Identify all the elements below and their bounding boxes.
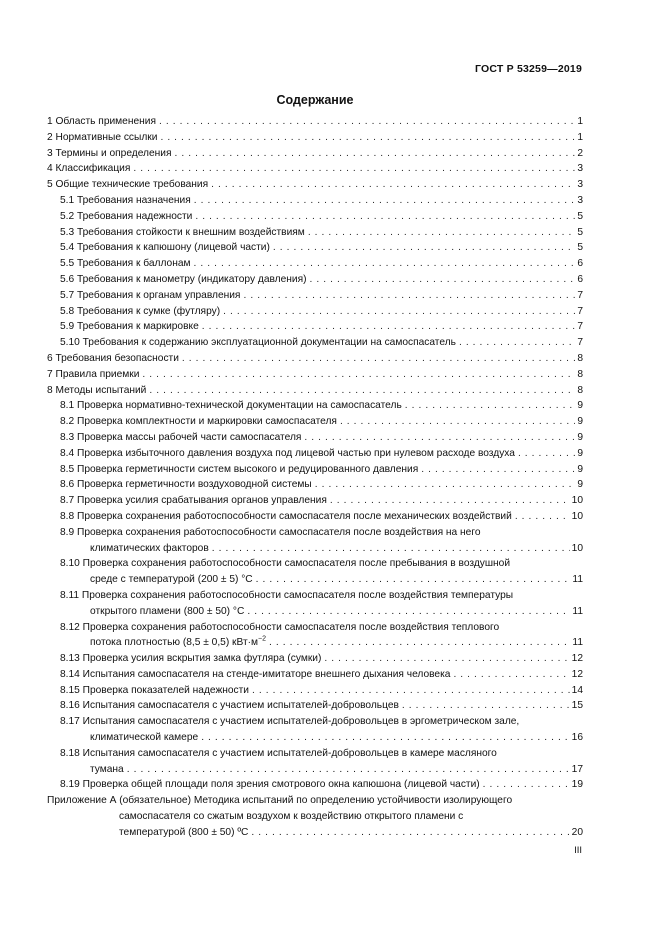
toc-entry-title-continued	[90, 572, 256, 588]
toc-page-number: 5	[577, 226, 583, 238]
toc-entry-title: 3 Термины и определения	[47, 147, 172, 159]
toc-page-number: 10	[571, 510, 583, 522]
toc-page-number: 6	[577, 273, 583, 285]
toc-entry[interactable]	[47, 225, 583, 241]
dot-leader	[212, 541, 570, 557]
toc-entry[interactable]	[47, 398, 583, 414]
toc-entry[interactable]	[47, 667, 583, 683]
toc-entry[interactable]	[47, 240, 583, 256]
toc-page-number: 3	[577, 163, 583, 175]
toc-page-number: 15	[571, 700, 583, 712]
dot-leader	[211, 177, 575, 193]
toc-page-number: 19	[571, 779, 583, 791]
toc-page-number: 5	[577, 210, 583, 222]
toc-entry[interactable]	[47, 351, 583, 367]
toc-entry-title: 8.8 Проверка сохранения работоспособности самоспасателя после механических воздействий	[60, 510, 512, 522]
toc-entry[interactable]	[47, 683, 583, 699]
toc-entry[interactable]	[47, 177, 583, 193]
toc-entry-title: 5.5 Требования к баллонам	[60, 258, 191, 270]
toc-entry-title: 8.4 Проверка избыточного давления воздуха под лицевой частью при нулевом расходе воздуха	[60, 447, 515, 459]
dot-leader	[252, 683, 570, 699]
toc-entry[interactable]	[47, 319, 583, 335]
toc-entry-title: 5.2 Требования надежности	[60, 210, 193, 222]
toc-entry[interactable]	[47, 714, 583, 746]
toc-entry-title: 8.6 Проверка герметичности воздуховодной системы	[60, 479, 312, 491]
dot-leader	[518, 446, 575, 462]
toc-entry-title: 8.3 Проверка массы рабочей части самоспасателя	[60, 431, 302, 443]
toc-page-number: 1	[577, 131, 583, 143]
toc-entry[interactable]	[47, 588, 583, 620]
toc-page-number: 8	[577, 384, 583, 396]
appendix-title-continued: самоспасателя со сжатым воздухом к воздействию открытого пламени с	[119, 811, 464, 823]
toc-entry[interactable]	[47, 114, 583, 130]
dot-leader	[201, 730, 569, 746]
dot-leader	[308, 225, 576, 241]
dot-leader	[273, 240, 575, 256]
toc-entry[interactable]	[47, 414, 583, 430]
page-title: Содержание	[276, 93, 354, 107]
toc-page-number: 9	[577, 463, 583, 475]
dot-leader	[223, 304, 575, 320]
toc-page-number: 2	[577, 147, 583, 159]
toc-entry-title: 7 Правила приемки	[47, 368, 140, 380]
toc-entry-title-text: потока плотностью (8,5 ± 0,5) кВт·м	[90, 637, 259, 649]
toc-entry[interactable]	[47, 698, 583, 714]
dot-leader	[330, 493, 570, 509]
dot-leader	[324, 651, 569, 667]
toc-entry-title: 8.2 Проверка комплектности и маркировки самоспасателя	[60, 416, 337, 428]
toc-entry[interactable]	[47, 193, 583, 209]
toc-page-number: 7	[577, 305, 583, 317]
toc-page-number: 9	[577, 400, 583, 412]
toc-entry-title: 8.12 Проверка сохранения работоспособности самоспасателя после воздействия теплового	[60, 621, 500, 633]
toc-page-number: 8	[577, 352, 583, 364]
toc-entry[interactable]	[47, 256, 583, 272]
toc-page-number: 14	[571, 684, 583, 696]
toc-entry-title: 8.17 Испытания самоспасателя с участием испытателей-добровольцев в эргометрическом зале,	[60, 716, 520, 728]
toc-entry-title-continued	[90, 762, 127, 778]
toc-entry-title: 5 Общие технические требования	[47, 179, 209, 191]
toc-entry-title: 8 Методы испытаний	[47, 384, 147, 396]
toc-page-number: 3	[577, 179, 583, 191]
toc-page-number: 20	[571, 826, 583, 838]
toc-entry-title: 8.13 Проверка усилия вскрытия замка футляра (сумки)	[60, 653, 322, 665]
dot-leader	[315, 477, 576, 493]
dot-leader	[243, 288, 575, 304]
toc-entry-title: 8.14 Испытания самоспасателя на стенде-имитаторе внешнего дыхания человека	[60, 668, 451, 680]
toc-entry-title: 5.4 Требования к капюшону (лицевой части)	[60, 242, 270, 254]
toc-page-number: 9	[577, 416, 583, 428]
dot-leader	[402, 698, 570, 714]
toc-entry-title-text: среде с температурой (200 ± 5) °С	[90, 574, 253, 586]
dot-leader	[127, 762, 570, 778]
toc-entry[interactable]	[47, 446, 583, 462]
toc-entry-title-text: тумана	[90, 763, 124, 775]
dot-leader	[515, 509, 570, 525]
toc-page-number: 9	[577, 479, 583, 491]
toc-entry-title: 8.1 Проверка нормативно-технической документации на самоспасатель	[60, 400, 402, 412]
appendix-title: Приложение А (обязательное) Методика испытаний по определению устойчивости изолирующего	[47, 795, 513, 807]
toc-entry[interactable]	[47, 130, 583, 146]
dot-leader	[182, 351, 575, 367]
toc-entry-title: 5.10 Требования к содержанию эксплуатационной документации на самоспасатель	[60, 337, 456, 349]
toc-entry-title: 5.8 Требования к сумке (футляру)	[60, 305, 221, 317]
toc-entry-title: 8.10 Проверка сохранения работоспособности самоспасателя после пребывания в воздушной	[60, 558, 511, 570]
dot-leader	[247, 604, 570, 620]
toc-entry[interactable]	[47, 161, 583, 177]
toc-entry[interactable]	[47, 146, 583, 162]
dot-leader	[251, 825, 569, 841]
toc-entry[interactable]	[47, 620, 583, 652]
toc-page-number: 7	[577, 337, 583, 349]
toc-entry[interactable]	[47, 525, 583, 557]
toc-entry-title: 5.3 Требования стойкости к внешним воздействиям	[60, 226, 305, 238]
dot-leader	[195, 209, 575, 225]
toc-entry[interactable]	[47, 777, 583, 793]
toc-entry[interactable]	[47, 509, 583, 525]
toc-entry-title: 8.7 Проверка усилия срабатывания органов управления	[60, 495, 327, 507]
toc-page-number: 16	[571, 732, 583, 744]
toc-entry[interactable]	[47, 556, 583, 588]
toc-entry[interactable]	[47, 493, 583, 509]
dot-leader	[304, 430, 575, 446]
toc-entry-title: 5.6 Требования к манометру (индикатору давления)	[60, 273, 307, 285]
toc-entry-title: 4 Классификация	[47, 163, 131, 175]
toc-entry-title-text: климатической камере	[90, 732, 199, 744]
dot-leader	[483, 777, 570, 793]
toc-page-number: 9	[577, 431, 583, 443]
toc-entry[interactable]	[47, 430, 583, 446]
toc-entry-title-text: климатических факторов	[90, 542, 209, 554]
unit-exponent: −2	[258, 635, 267, 643]
toc-page-number: 6	[577, 258, 583, 270]
toc-entry-title-text: открытого пламени (800 ± 50) °С	[90, 605, 245, 617]
toc-entry-title: 5.7 Требования к органам управления	[60, 289, 241, 301]
toc-page-number: 11	[572, 637, 583, 649]
toc-entry-title: 8.5 Проверка герметичности систем высокого и редуцированного давления	[60, 463, 419, 475]
dot-leader	[405, 398, 576, 414]
toc-entry[interactable]	[47, 272, 583, 288]
toc-page-number: 11	[572, 574, 583, 586]
dot-leader	[310, 272, 576, 288]
table-of-contents	[47, 114, 583, 841]
document-code: ГОСТ Р 53259—2019	[474, 63, 582, 75]
toc-entry-title: 8.16 Испытания самоспасателя с участием испытателей-добровольцев	[60, 700, 399, 712]
dot-leader	[149, 383, 575, 399]
toc-page-number: 12	[571, 668, 583, 680]
toc-page-number: 1	[577, 116, 583, 127]
toc-page-number: 5	[577, 242, 583, 254]
dot-leader	[459, 335, 575, 351]
toc-entry[interactable]	[47, 288, 583, 304]
page-number: III	[574, 845, 582, 856]
toc-entry[interactable]	[47, 746, 583, 778]
dot-leader	[256, 572, 571, 588]
toc-entry-title: 8.11 Проверка сохранения работоспособности самоспасателя после воздействия температуры	[60, 589, 514, 601]
toc-entry-title: 8.15 Проверка показателей надежности	[60, 684, 250, 696]
dot-leader	[340, 414, 575, 430]
toc-entry[interactable]	[47, 209, 583, 225]
dot-leader	[159, 114, 575, 130]
toc-entry[interactable]	[47, 304, 583, 320]
toc-entry-title: 1 Область применения	[47, 116, 156, 127]
dot-leader	[453, 667, 569, 683]
toc-entry-title: 2 Нормативные ссылки	[47, 131, 158, 143]
toc-page-number: 11	[572, 605, 583, 617]
toc-page-number: 9	[577, 447, 583, 459]
toc-entry-title: 8.18 Испытания самоспасателя с участием испытателей-добровольцев в камере масляного	[60, 747, 497, 759]
toc-entry-title-continued	[90, 635, 269, 651]
toc-page-number: 7	[577, 321, 583, 333]
toc-entry-title-continued	[90, 541, 212, 557]
toc-entry-title: 8.19 Проверка общей площади поля зрения смотрового окна капюшона (лицевой части)	[60, 779, 480, 791]
toc-entry[interactable]	[47, 477, 583, 493]
toc-entry[interactable]	[47, 367, 583, 383]
dot-leader	[269, 635, 570, 651]
toc-entry-title: 5.1 Требования назначения	[60, 194, 191, 206]
toc-entry-title: 5.9 Требования к маркировке	[60, 321, 199, 333]
toc-entry[interactable]	[47, 651, 583, 667]
toc-page-number: 10	[571, 495, 583, 507]
toc-entry-title: 6 Требования безопасности	[47, 352, 179, 364]
toc-page-number: 10	[571, 542, 583, 554]
toc-entry-title-continued	[90, 604, 247, 620]
dot-leader	[194, 193, 576, 209]
toc-page-number: 7	[577, 289, 583, 301]
dot-leader	[202, 319, 576, 335]
toc-entry-title: 8.9 Проверка сохранения работоспособности самоспасателя после воздействия на него	[60, 526, 481, 538]
toc-entry[interactable]	[47, 335, 583, 351]
toc-page-number: 8	[577, 368, 583, 380]
dot-leader	[160, 130, 575, 146]
toc-page-number: 17	[571, 763, 583, 775]
toc-entry[interactable]	[47, 462, 583, 478]
toc-entry[interactable]	[47, 383, 583, 399]
toc-entry-title-continued	[90, 730, 201, 746]
toc-page-number: 3	[577, 194, 583, 206]
appendix-title-continued: температурой (800 ± 50) ºС	[119, 826, 249, 838]
dot-leader	[133, 161, 575, 177]
toc-page-number: 12	[571, 653, 583, 665]
toc-appendix-entry[interactable]	[47, 793, 583, 840]
dot-leader	[174, 146, 575, 162]
dot-leader	[421, 462, 575, 478]
dot-leader	[194, 256, 576, 272]
dot-leader	[142, 367, 575, 383]
